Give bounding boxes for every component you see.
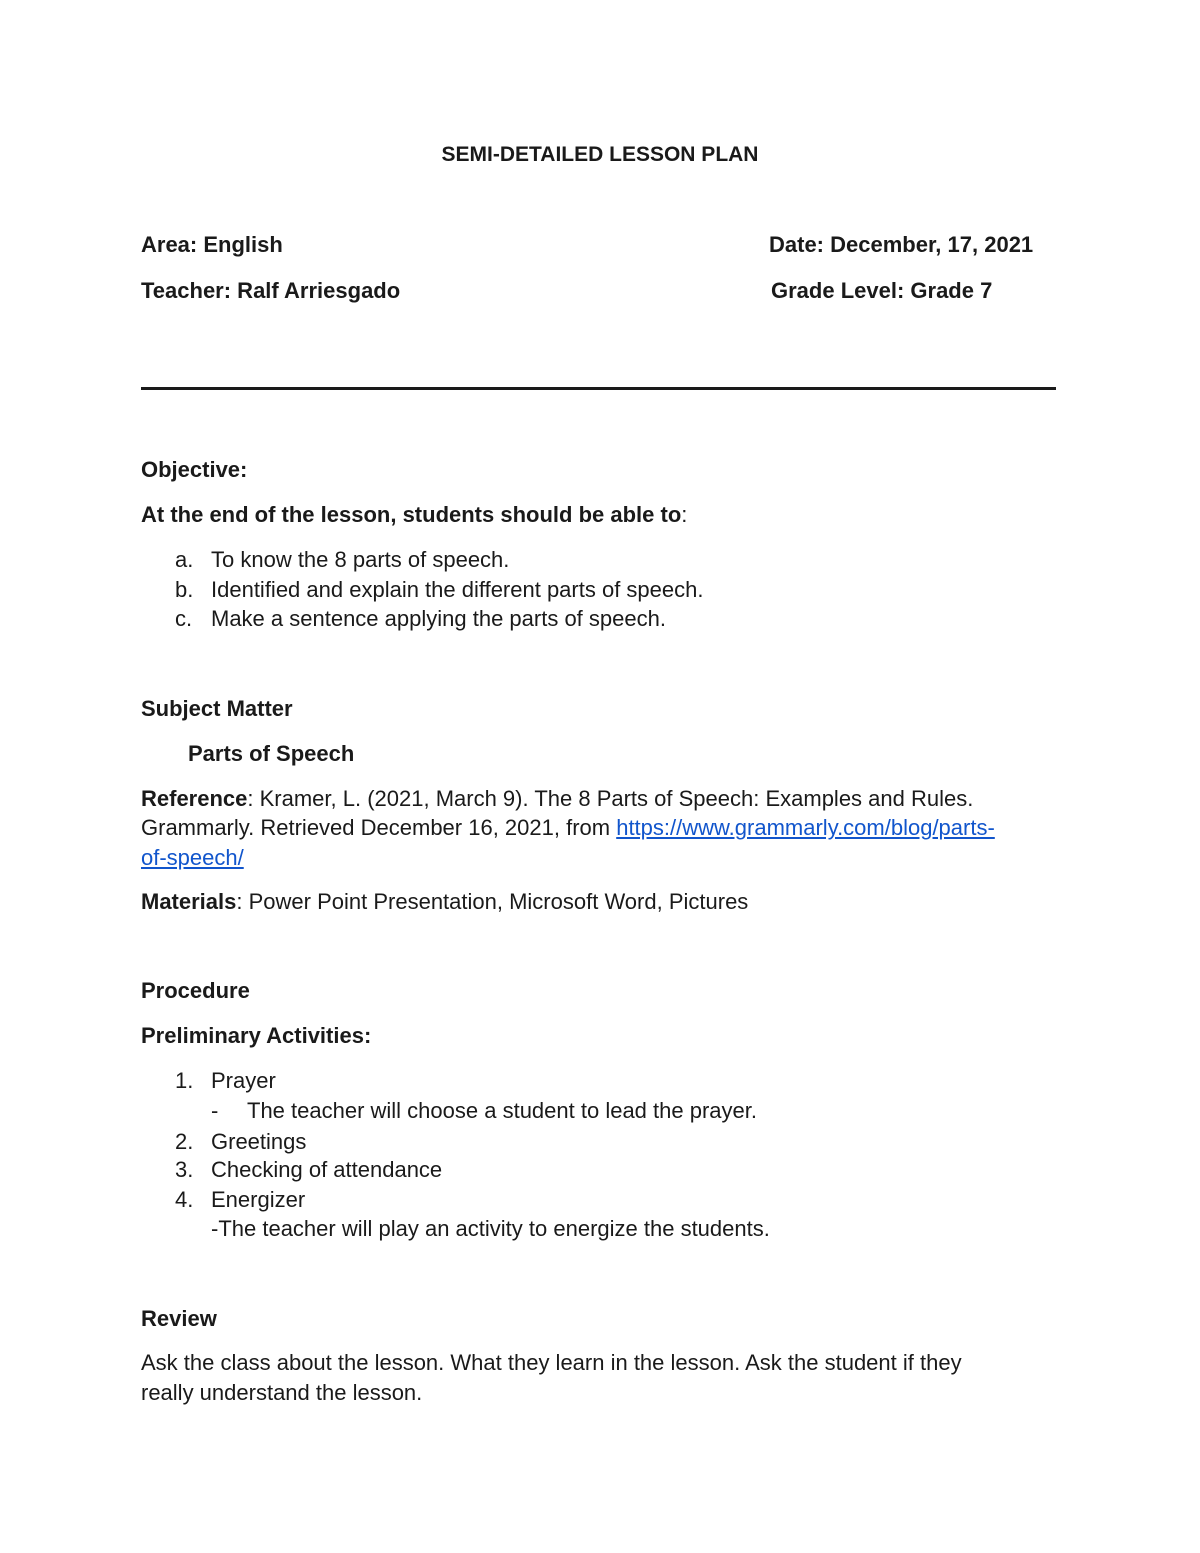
subject-topic: Parts of Speech bbox=[188, 741, 355, 766]
objective-intro bbox=[141, 502, 687, 528]
grade-level-field: Grade Level: Grade 7 bbox=[771, 278, 993, 303]
reference-line-2 bbox=[141, 815, 995, 841]
page-title: SEMI-DETAILED LESSON PLAN bbox=[441, 143, 759, 166]
list-marker: 3. bbox=[175, 1157, 194, 1182]
objective-intro-colon: : bbox=[681, 502, 688, 527]
list-subitem bbox=[211, 1216, 770, 1242]
objective-heading: Objective: bbox=[141, 457, 248, 482]
list-marker: - bbox=[211, 1098, 219, 1123]
review-text-line-2: really understand the lesson. bbox=[141, 1380, 423, 1405]
list-marker: b. bbox=[175, 577, 194, 602]
list-item-text: Make a sentence applying the parts of speech. bbox=[211, 606, 666, 631]
review-heading: Review bbox=[141, 1306, 217, 1331]
reference-label: Reference bbox=[141, 786, 248, 811]
preliminary-heading: Preliminary Activities: bbox=[141, 1023, 372, 1048]
materials-label: Materials bbox=[141, 889, 237, 914]
date-field: Date: December, 17, 2021 bbox=[769, 232, 1034, 257]
list-subitem bbox=[211, 1098, 757, 1124]
list-marker: 1. bbox=[175, 1068, 194, 1093]
procedure-heading: Procedure bbox=[141, 978, 250, 1003]
reference-text: : Kramer, L. (2021, March 9). The 8 Parts of Speech: Examples and Rules. bbox=[247, 786, 974, 811]
list-item-text: Checking of attendance bbox=[211, 1157, 443, 1182]
teacher-field: Teacher: Ralf Arriesgado bbox=[141, 278, 401, 303]
list-item bbox=[175, 1157, 442, 1183]
list-item bbox=[175, 1187, 305, 1213]
subject-matter-heading: Subject Matter bbox=[141, 696, 293, 721]
list-item bbox=[175, 606, 666, 632]
list-marker: 2. bbox=[175, 1129, 194, 1154]
list-item-text: Energizer bbox=[211, 1187, 306, 1212]
list-item-text: Identified and explain the different parts of speech. bbox=[211, 577, 704, 602]
list-item bbox=[175, 547, 509, 573]
materials-text: : Power Point Presentation, Microsoft Word, Pictures bbox=[236, 889, 749, 914]
list-item-text: To know the 8 parts of speech. bbox=[211, 547, 510, 572]
list-item bbox=[175, 577, 704, 603]
reference-text-2: Grammarly. Retrieved December 16, 2021, from bbox=[141, 815, 617, 840]
list-marker: c. bbox=[175, 606, 193, 631]
list-item-text: Prayer bbox=[211, 1068, 276, 1093]
reference-link[interactable]: https://www.grammarly.com/blog/parts- bbox=[616, 815, 995, 840]
list-item bbox=[175, 1068, 276, 1094]
review-text-line-1: Ask the class about the lesson. What they learn in the lesson. Ask the student if they bbox=[141, 1350, 962, 1375]
reference-link-continued[interactable]: of-speech/ bbox=[141, 845, 244, 870]
list-item-text: Greetings bbox=[211, 1129, 307, 1154]
list-item-text: The teacher will choose a student to lead the prayer. bbox=[247, 1098, 757, 1123]
materials-line bbox=[141, 889, 748, 915]
list-marker: a. bbox=[175, 547, 194, 572]
list-item-text: -The teacher will play an activity to energize the students. bbox=[211, 1216, 770, 1241]
reference-line-3 bbox=[141, 845, 244, 871]
divider-line bbox=[141, 387, 1056, 390]
area-field: Area: English bbox=[141, 232, 283, 257]
objective-intro-text: At the end of the lesson, students should be able to bbox=[141, 502, 682, 527]
list-item bbox=[175, 1129, 306, 1155]
reference-line-1 bbox=[141, 786, 973, 812]
list-marker: 4. bbox=[175, 1187, 194, 1212]
